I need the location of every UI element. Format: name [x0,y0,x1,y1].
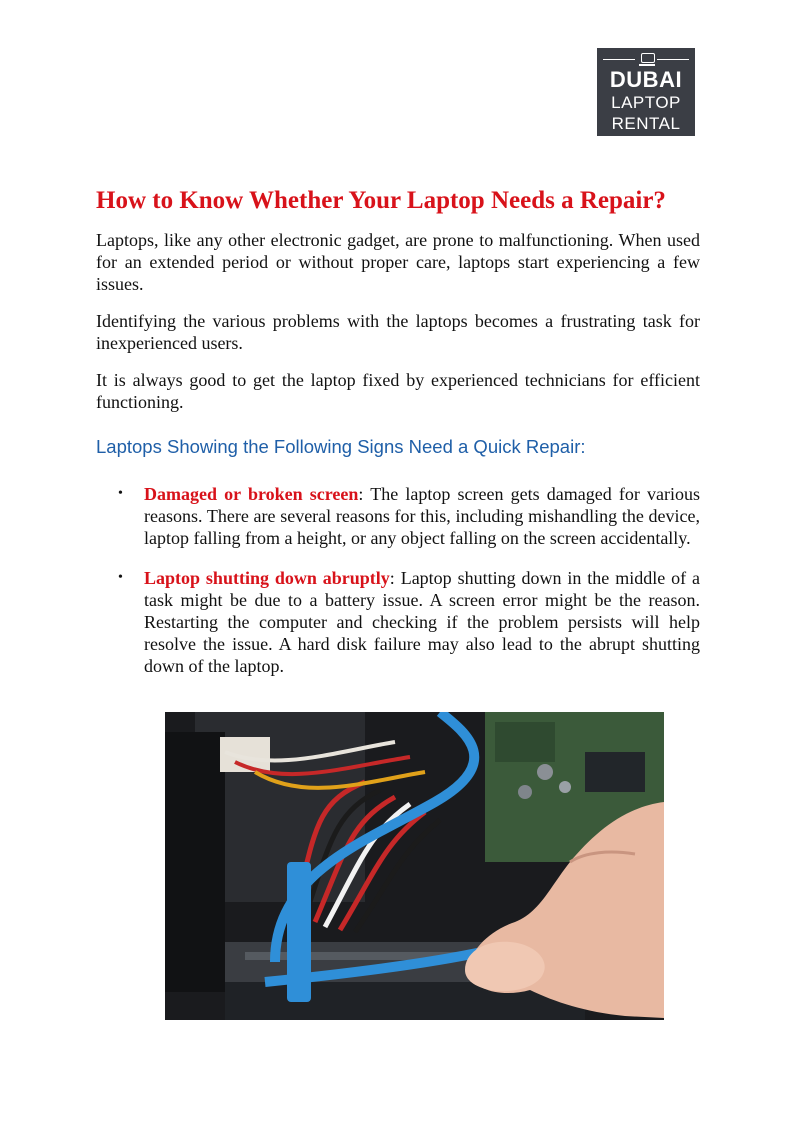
list-item [96,567,700,677]
logo-word-laptop: LAPTOP [611,93,681,112]
logo-line-left [603,59,635,60]
bullet-icon: • [118,570,123,585]
list-item [96,483,700,549]
sign-description: : Laptop shutting down in the middle of a task might be due to a battery issue. A screen error might be the reason. Restarting the computer and checking if the problem persists will help resolve the issue. A hard disk failure may also lead to the abrupt shutting down of the laptop. [144,568,700,676]
repair-photo-illustration [165,712,664,1020]
logo-top-bar [601,52,691,66]
logo-word-rental: RENTAL [611,114,681,133]
bullet-icon: • [118,486,123,501]
article-content [96,183,700,695]
technicians-paragraph: It is always good to get the laptop fixed by experienced technicians for efficient functioning. [96,370,700,412]
sign-term: Damaged or broken screen [144,484,359,504]
logo-word-dubai: DUBAI [609,67,683,92]
signs-subheading: Laptops Showing the Following Signs Need a Quick Repair: [96,436,586,457]
laptop-icon [641,53,655,63]
company-logo [597,48,695,136]
sign-description: : The laptop screen gets damaged for various reasons. There are several reasons for this, including mishandling the device, laptop falling from a height, or any object falling on the screen accidentally. [144,484,700,548]
article-title: How to Know Whether Your Laptop Needs a Repair? [96,187,666,214]
logo-line-right [657,59,689,60]
sign-term: Laptop shutting down abruptly [144,568,390,588]
problems-paragraph: Identifying the various problems with the laptops becomes a frustrating task for inexperienced users. [96,311,700,353]
intro-paragraph: Laptops, like any other electronic gadget, are prone to malfunctioning. When used for an extended period or without proper care, laptops start experiencing a few issues. [96,230,700,294]
signs-list [96,483,700,677]
laptop-repair-photo [165,712,664,1020]
